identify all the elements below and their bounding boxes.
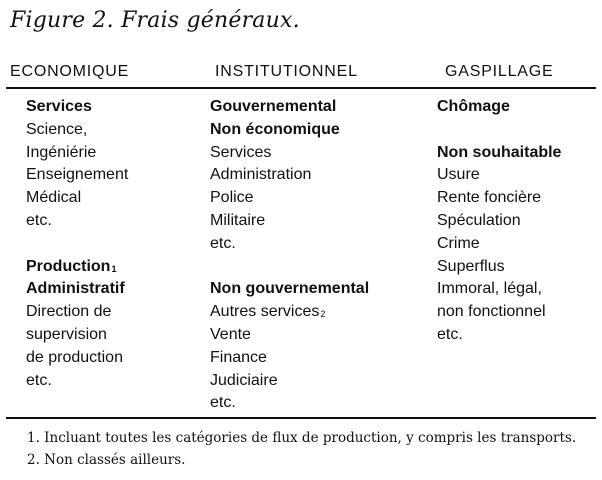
list-item: Immoral, légal,	[437, 280, 542, 298]
header-rule	[6, 87, 596, 89]
list-item: Direction de	[26, 303, 112, 321]
list-item	[210, 301, 369, 324]
category-non-economique: Non économique	[210, 120, 340, 138]
footnote-ref-1: 1	[111, 263, 117, 274]
category-administratif: Administratif	[26, 280, 125, 298]
category-services: Services	[26, 98, 92, 115]
footnote-ref-2: 2	[320, 309, 326, 320]
list-item: Médical	[26, 189, 82, 207]
list-item: etc.	[26, 371, 52, 389]
list-item: Superflus	[437, 257, 505, 275]
list-item: Crime	[437, 234, 480, 252]
list-item: Services	[210, 143, 272, 161]
spacer	[437, 119, 561, 142]
spacer	[210, 256, 369, 279]
footnotes	[27, 427, 576, 471]
list-item: Police	[210, 189, 254, 207]
list-item: Vente	[210, 325, 251, 343]
list-item: etc.	[26, 211, 52, 229]
list-item: Finance	[210, 348, 267, 366]
category-production	[26, 256, 128, 279]
figure-title: Figure 2. Frais généraux.	[10, 8, 300, 33]
list-item: Science,	[26, 120, 88, 138]
footnote-1: 1. Incluant toutes les catégories de flux de production, y compris les transports.	[27, 430, 577, 446]
list-item: etc.	[210, 394, 236, 412]
list-item: non fonctionnel	[437, 303, 546, 321]
list-item: etc.	[210, 234, 236, 252]
list-item: Usure	[437, 166, 480, 184]
list-item: Judiciaire	[210, 371, 278, 389]
list-item: etc.	[437, 325, 463, 343]
column-economique	[26, 96, 128, 392]
list-item: Rente foncière	[437, 189, 542, 207]
list-item: supervision	[26, 325, 107, 343]
spacer	[26, 233, 128, 256]
category-chomage: Chômage	[437, 98, 510, 115]
list-item: Spéculation	[437, 211, 521, 229]
column-header-gaspillage: GASPILLAGE	[445, 63, 554, 80]
list-item: de production	[26, 348, 123, 366]
list-item: Administration	[210, 166, 312, 184]
footnote-2: 2. Non classés ailleurs.	[27, 452, 186, 468]
column-header-economique: ECONOMIQUE	[10, 63, 130, 80]
autres-services-label: Autres services	[210, 303, 320, 321]
column-institutionnel	[210, 96, 369, 415]
list-item: Militaire	[210, 211, 266, 229]
column-header-institutionnel: INSTITUTIONNEL	[215, 63, 358, 80]
footer-rule	[6, 417, 596, 419]
category-non-souhaitable: Non souhaitable	[437, 143, 562, 161]
category-non-gouvernemental: Non gouvernemental	[210, 280, 370, 298]
category-gouvernemental: Gouvernemental	[210, 98, 337, 115]
category-production-label: Production	[26, 257, 111, 275]
list-item: Ingéniérie	[26, 143, 97, 161]
column-gaspillage	[437, 96, 561, 347]
list-item: Enseignement	[26, 166, 129, 184]
